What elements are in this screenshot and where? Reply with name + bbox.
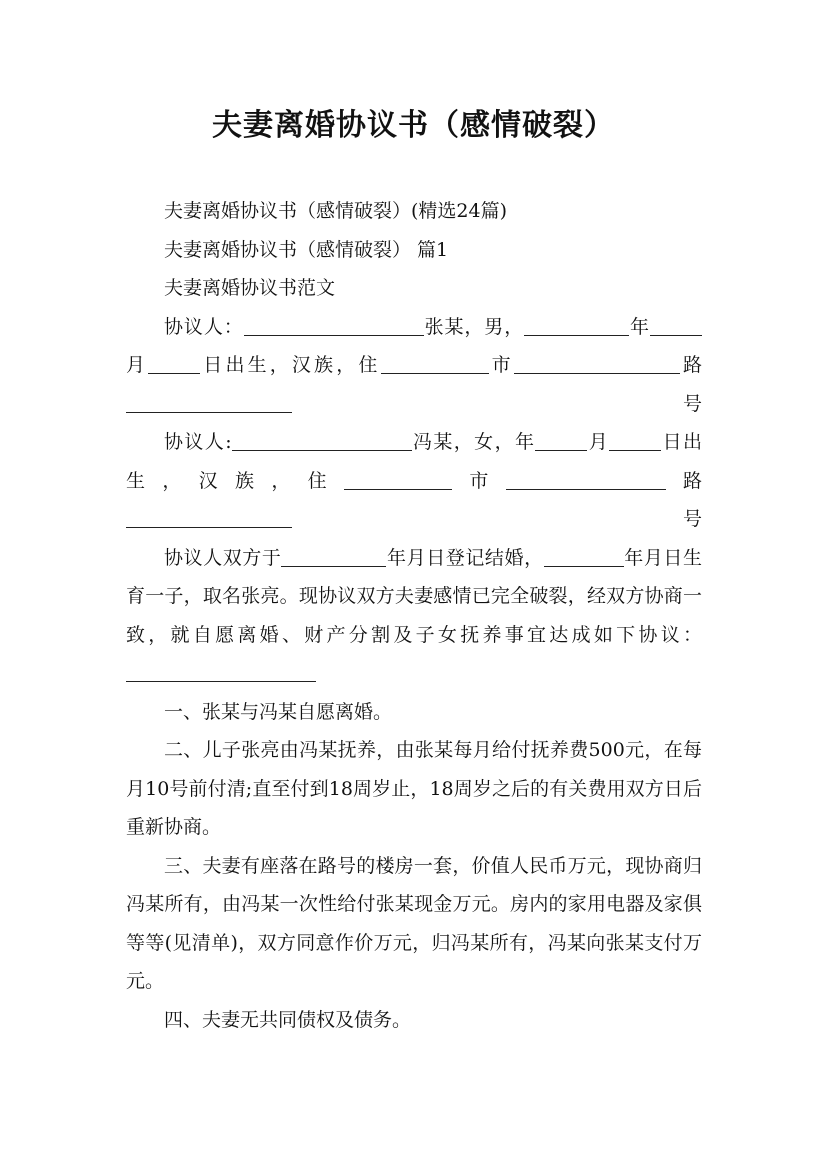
party1-road: 路 (679, 354, 702, 376)
party2-paragraph (126, 423, 702, 539)
section-subheading: 夫妻离婚协议书范文 (164, 277, 336, 299)
blank-field (232, 428, 412, 451)
blank-field (244, 313, 424, 336)
party1-label: 协议人： (164, 315, 244, 338)
document-title: 夫妻离婚协议书（感情破裂） (212, 108, 615, 143)
party2-label: 协议人: (164, 431, 232, 453)
blank-field (506, 467, 666, 490)
party1-number: 号 (292, 392, 702, 415)
party2-number: 号 (292, 508, 702, 530)
party1-name: 张某，男， (423, 315, 525, 338)
party2-city: 市 (451, 469, 506, 492)
intro-line: 夫妻离婚协议书（感情破裂）(精选24篇) (164, 200, 508, 222)
blank-field (544, 544, 624, 567)
clause-4: 四、夫妻无共同债权及债务。 (164, 1008, 412, 1031)
party1-born: 日出生，汉族，住 (200, 354, 381, 376)
blank-field (650, 313, 702, 336)
clause-1: 一、张某与冯某自愿离婚。 (164, 700, 393, 723)
clause-2: 二、儿子张亮由冯某抚养，由张某每月给付抚养费500元，在每月10号前付清;直至付到18周岁止，18周岁之后的有关费用双方日后重新协商。 (126, 739, 702, 838)
blank-field (535, 428, 587, 451)
party1-city: 市 (488, 354, 514, 376)
party1-year: 年 (629, 315, 650, 338)
blank-field (381, 351, 489, 374)
marriage-part2: 年月日登记结婚， (386, 546, 544, 569)
party1-paragraph (126, 308, 702, 424)
blank-field (281, 544, 386, 567)
blank-field (344, 467, 452, 490)
document-body (126, 192, 702, 1039)
party1-month: 月 (126, 354, 149, 376)
marriage-part3: 年月日生育一子，取名张亮。现协议双方夫妻感情已完全破裂，经双方协商一致，就自愿离婚、财产分割及子女抚养事宜达成如下协议： (126, 546, 702, 646)
blank-field (609, 428, 661, 451)
blank-field (524, 313, 629, 336)
clause-3: 三、夫妻有座落在路号的楼房一套，价值人民币万元，现协商归冯某所有，由冯某一次性给付张某现金万元。房内的家用电器及家俱等等(见清单)，双方同意作价万元，归冯某所有，冯某向张某支付万元。 (126, 854, 702, 992)
party2-road: 路 (665, 469, 702, 492)
blank-field (126, 505, 292, 528)
marriage-part1: 协议人双方于 (164, 546, 282, 569)
party2-born: 日出生，汉族，住 (126, 431, 702, 492)
marriage-paragraph (126, 539, 702, 693)
party2-name: 冯某，女，年 (411, 431, 536, 453)
blank-field (514, 351, 680, 374)
blank-field (126, 659, 316, 682)
blank-field (148, 351, 200, 374)
section-heading: 夫妻离婚协议书（感情破裂） 篇1 (164, 238, 449, 261)
blank-field (126, 390, 292, 413)
party2-month: 月 (587, 431, 610, 453)
